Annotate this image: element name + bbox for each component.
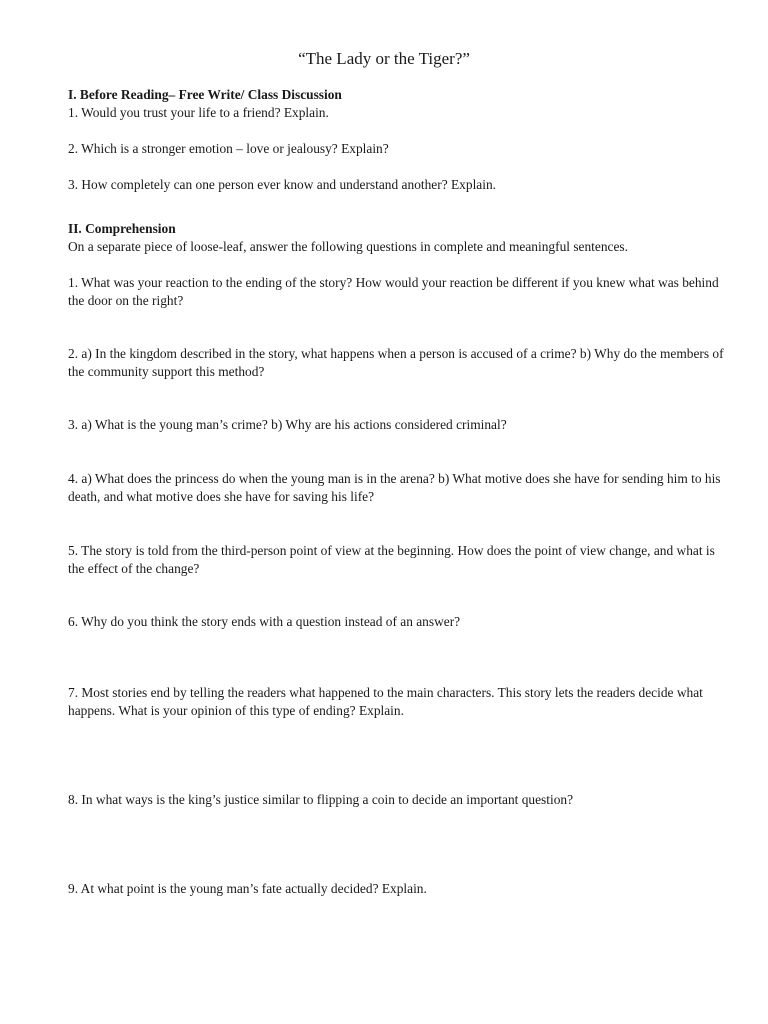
comprehension-question-1: 1. What was your reaction to the ending of the story? How would your reaction be different if you knew what was behind the door on the right? [68, 275, 719, 308]
before-reading-question-3: 3. How completely can one person ever know and understand another? Explain. [68, 177, 496, 192]
comprehension-question-9: 9. At what point is the young man’s fate actually decided? Explain. [68, 881, 427, 896]
comprehension-question-6: 6. Why do you think the story ends with a question instead of an answer? [68, 614, 461, 629]
section-heading-comprehension: II. Comprehension [68, 221, 176, 236]
before-reading-question-1: 1. Would you trust your life to a friend? Explain. [68, 105, 329, 120]
comprehension-question-4: 4. a) What does the princess do when the young man is in the arena? b) What motive does she have for sending him to his death, and what motive does she have for saving his life? [68, 471, 721, 504]
comprehension-question-7: 7. Most stories end by telling the readers what happened to the main characters. This story lets the readers decide what happens. What is your opinion of this type of ending? Explain. [68, 685, 703, 718]
comprehension-question-5: 5. The story is told from the third-person point of view at the beginning. How does the point of view change, and what is the effect of the change? [68, 543, 715, 576]
worksheet-title: “The Lady or the Tiger?” [298, 49, 470, 68]
section-heading-before-reading: I. Before Reading– Free Write/ Class Discussion [68, 87, 342, 102]
comprehension-question-8: 8. In what ways is the king’s justice similar to flipping a coin to decide an important question? [68, 792, 574, 807]
comprehension-question-3: 3. a) What is the young man’s crime? b) Why are his actions considered criminal? [68, 417, 507, 432]
comprehension-instructions: On a separate piece of loose-leaf, answer the following questions in complete and meaningful sentences. [68, 239, 628, 254]
comprehension-question-2: 2. a) In the kingdom described in the story, what happens when a person is accused of a crime? b) Why do the members of the community support this method? [68, 346, 724, 379]
before-reading-question-2: 2. Which is a stronger emotion – love or jealousy? Explain? [68, 141, 389, 156]
